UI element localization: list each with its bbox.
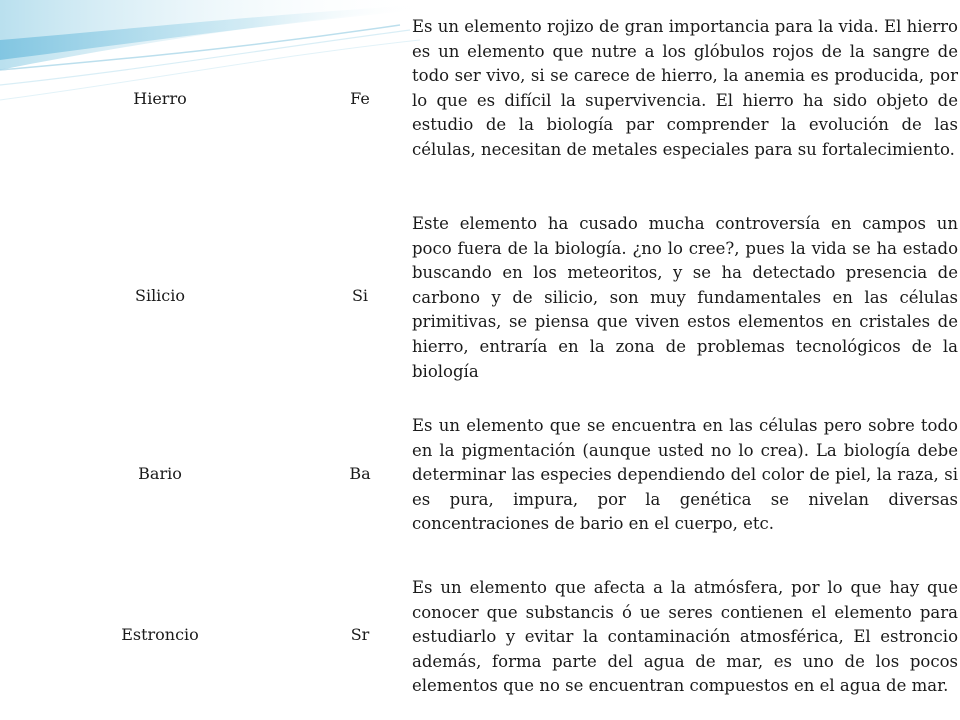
element-symbol: Si [351, 286, 369, 305]
element-name: Silicio [134, 286, 186, 305]
element-symbol: Ba [349, 464, 371, 483]
element-name: Hierro [133, 89, 187, 108]
element-description: Es un elemento que se encuentra en las células pero sobre todo en la pigmentación (aunque usted no lo crea). La biología debe determinar las especies dependiendo del color de piel, la raza, si es pura, impura, por la genética se nivelan diversas concentraciones de bario en el cuerpo, etc. [412, 416, 958, 534]
element-description: Es un elemento que afecta a la atmósfera, por lo que hay que conocer que substancis ó ue seres contienen el elemento para estudiarlo y evitar la contaminación atmosférica, El estroncio además, forma parte del agua de mar, es uno de los pocos elementos que no se encuentran compuestos en el agua de mar. [412, 578, 958, 696]
element-name: Estroncio [121, 625, 199, 644]
element-name: Bario [138, 464, 182, 483]
element-symbol: Fe [350, 89, 370, 108]
element-description: Es un elemento rojizo de gran importancia para la vida. El hierro es un elemento que nutre a los glóbulos rojos de la sangre de todo ser vivo, si se carece de hierro, la anemia es producida, por lo que es difícil la supervivencia. El hierro ha sido objeto de estudio de la biología par comprender la evolución de las células, necesitan de metales especiales para su fortalecimiento. [412, 17, 958, 159]
element-symbol: Sr [350, 625, 370, 644]
element-description: Este elemento ha cusado mucha controversía en campos un poco fuera de la biología. ¿no lo cree?, pues la vida se ha estado buscando en los meteoritos, y se ha detectado presencia de carbono y de silicio, son muy fundamentales en las células primitivas, se piensa que viven estos elementos en cristales de hierro, entraría en la zona de problemas tecnológicos de la biología [412, 214, 958, 381]
